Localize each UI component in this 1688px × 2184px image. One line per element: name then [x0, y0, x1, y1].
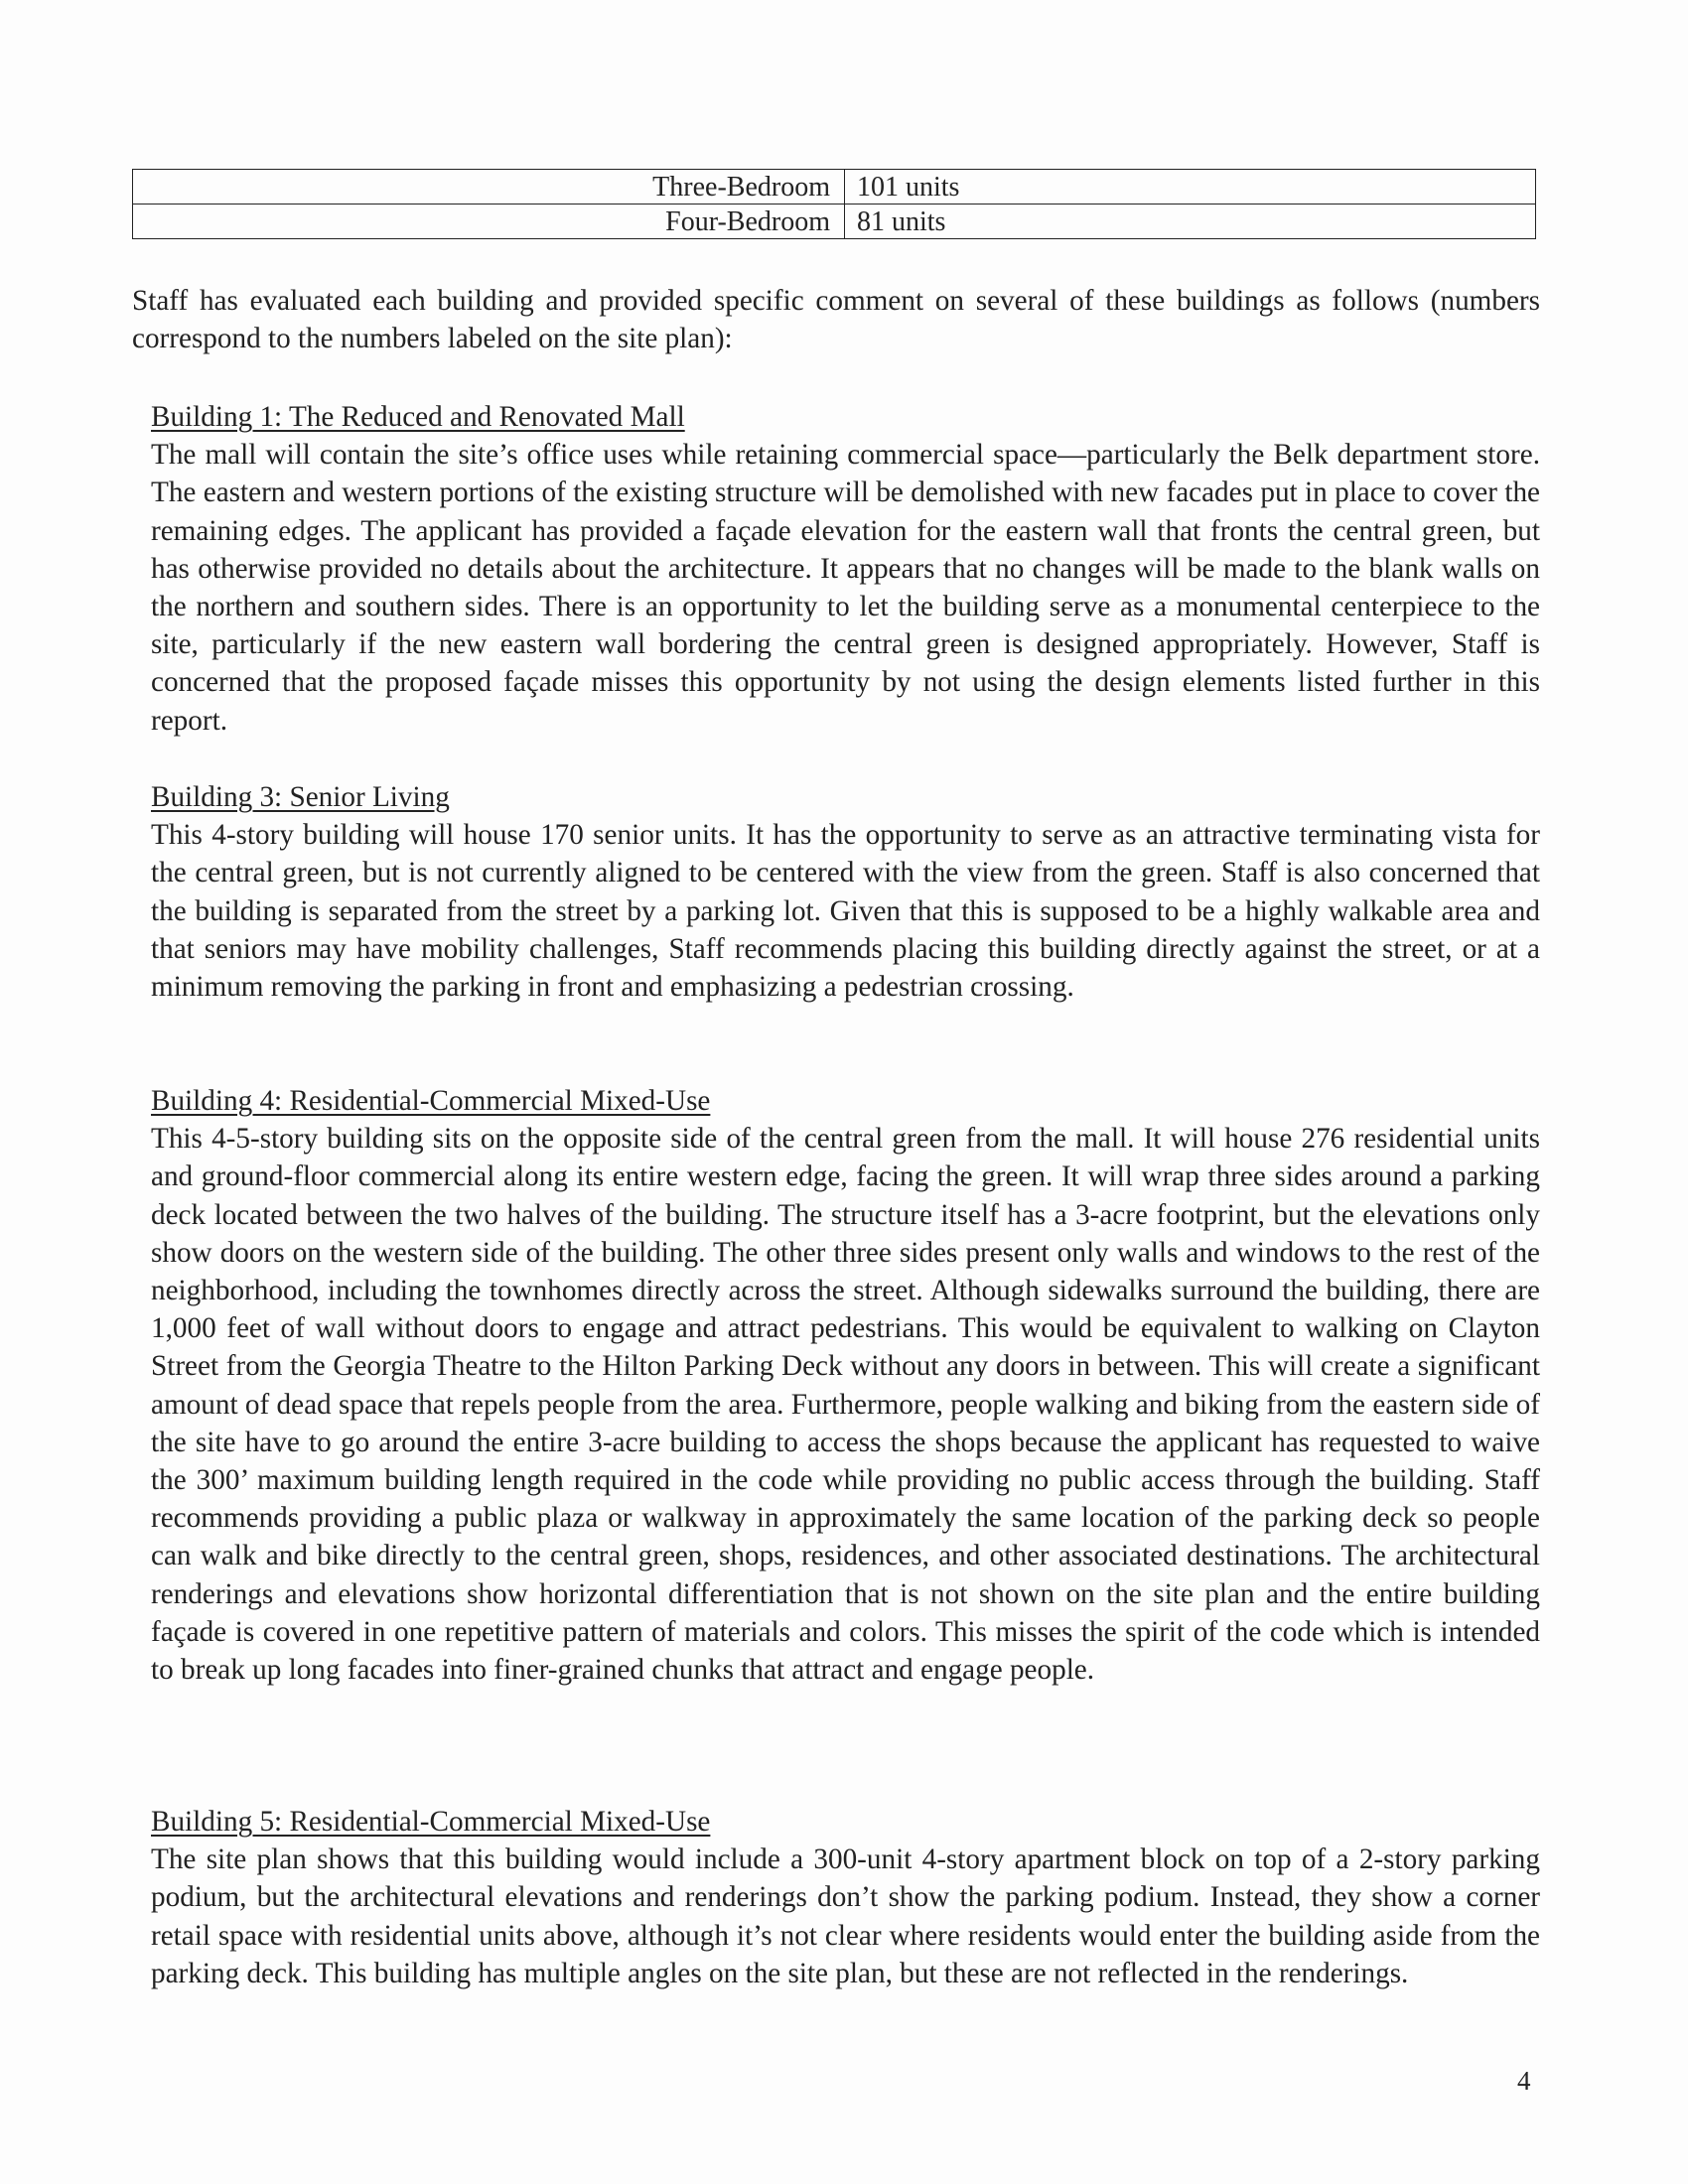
section-heading: Building 1: The Reduced and Renovated Mall: [151, 401, 685, 433]
unit-count-cell: 101 units: [845, 170, 1536, 205]
table-row: [133, 170, 1536, 205]
building-3-section: [151, 778, 1540, 1006]
section-heading: Building 4: Residential-Commercial Mixed-Use: [151, 1085, 711, 1117]
section-body: The site plan shows that this building would include a 300-unit 4-story apartment block on top of a 2-story parking podium, but the architectural elevations and renderings don’t show the parking podium. Instead, they show a corner retail space with residential units above, although it’s not clear where residents would enter the building aside from the parking deck. This building has multiple angles on the site plan, but these are not reflected in the renderings.: [151, 1843, 1540, 1989]
unit-type-cell: Four-Bedroom: [133, 205, 845, 239]
section-heading: Building 5: Residential-Commercial Mixed-Use: [151, 1806, 711, 1838]
section-heading: Building 3: Senior Living: [151, 781, 450, 813]
section-body: This 4-5-story building sits on the opposite side of the central green from the mall. It will house 276 residential units and ground-floor commercial along its entire western edge, facing the green. It will wrap three sides around a parking deck located between the two halves of the building. The structure itself has a 3-acre footprint, but the elevations only show doors on the western side of the building. The other three sides present only walls and windows to the rest of the neighborhood, including the townhomes directly across the street. Although sidewalks surround the building, there are 1,000 feet of wall without doors to engage and attract pedestrians. This would be equivalent to walking on Clayton Street from the Georgia Theatre to the Hilton Parking Deck without any doors in between. This will create a significant amount of dead space that repels people from the area. Furthermore, people walking and biking from the eastern side of the site have to go around the entire 3-acre building to access the shops because the applicant has requested to waive the 300’ maximum building length required in the code while providing no public access through the building. Staff recommends providing a public plaza or walkway in approximately the same location of the parking deck so people can walk and bike directly to the central green, shops, residences, and other associated destinations. The architectural renderings and elevations show horizontal differentiation that is not shown on the site plan and the entire building façade is covered in one repetitive pattern of materials and colors. This misses the spirit of the code which is intended to break up long facades into finer-grained chunks that attract and engage people.: [151, 1123, 1540, 1687]
unit-count-table: [132, 169, 1536, 239]
intro-paragraph: Staff has evaluated each building and provided specific comment on several of these buildings as follows (numbers correspond to the numbers labeled on the site plan):: [132, 285, 1540, 355]
building-4-section: [151, 1082, 1540, 1689]
building-5-section: [151, 1803, 1540, 1992]
page-number: 4: [1517, 2066, 1531, 2096]
section-body: The mall will contain the site’s office uses while retaining commercial space—particularly the Belk department store. The eastern and western portions of the existing structure will be demolished with new facades put in place to cover the remaining edges. The applicant has provided a façade elevation for the eastern wall that fronts the central green, but has otherwise provided no details about the architecture. It appears that no changes will be made to the blank walls on the northern and southern sides. There is an opportunity to let the building serve as a monumental centerpiece to the site, particularly if the new eastern wall bordering the central green is designed appropriately. However, Staff is concerned that the proposed façade misses this opportunity by not using the design elements listed further in this report.: [151, 439, 1540, 737]
building-1-section: [151, 398, 1540, 740]
table-row: [133, 205, 1536, 239]
unit-type-cell: Three-Bedroom: [133, 170, 845, 205]
unit-count-cell: 81 units: [845, 205, 1536, 239]
section-body: This 4-story building will house 170 senior units. It has the opportunity to serve as an attractive terminating vista for the central green, but is not currently aligned to be centered with the view from the green. Staff is also concerned that the building is separated from the street by a parking lot. Given that this is supposed to be a highly walkable area and that seniors may have mobility challenges, Staff recommends placing this building directly against the street, or at a minimum removing the parking in front and emphasizing a pedestrian crossing.: [151, 819, 1540, 1004]
